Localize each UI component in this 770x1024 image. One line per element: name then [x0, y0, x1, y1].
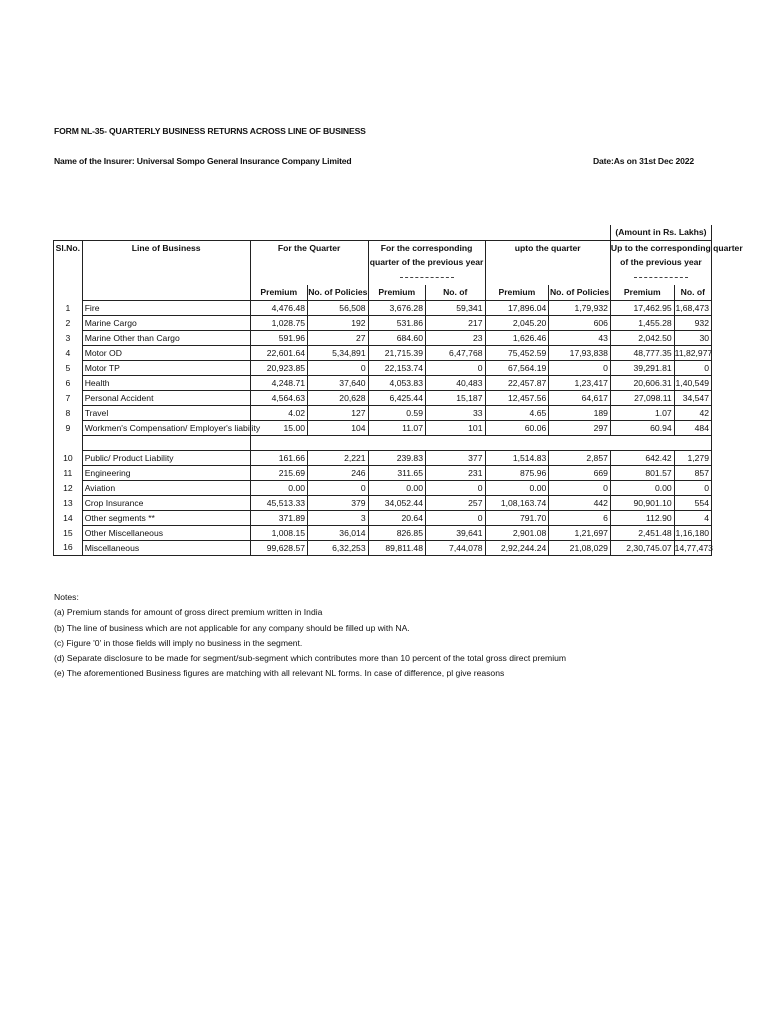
cell-value: 112.90 — [610, 510, 674, 525]
note-b: (b) The line of business which are not applicable for any company should be filled up with NA. — [54, 622, 410, 633]
cell-value: 22,601.64 — [250, 345, 307, 360]
cell-value: 6 — [549, 510, 611, 525]
cell-value: 1,514.83 — [485, 450, 549, 465]
cell-line-of-business: Marine Cargo — [82, 315, 250, 330]
cell-value: 75,452.59 — [485, 345, 549, 360]
cell-value: 11,82,977 — [674, 345, 711, 360]
cell-line-of-business: Marine Other than Cargo — [82, 330, 250, 345]
cell-value: 239.83 — [368, 450, 425, 465]
note-e: (e) The aforementioned Business figures are matching with all relevant NL forms. In case of difference, pl give reasons — [54, 668, 505, 679]
cell-line-of-business: Travel — [82, 405, 250, 420]
cell-value: 3,676.28 — [368, 300, 425, 315]
cell-value: 101 — [425, 420, 485, 435]
col-header-no-of-policies: No. of Policies — [549, 285, 611, 300]
cell-value: 48,777.35 — [610, 345, 674, 360]
cell-value: 554 — [674, 495, 711, 510]
cell-value: 857 — [674, 465, 711, 480]
cell-sl-no: 11 — [54, 465, 83, 480]
col-header-upto-corresponding-l2: of the previous year — [610, 255, 711, 270]
cell-sl-no: 12 — [54, 480, 83, 495]
cell-value: 161.66 — [250, 450, 307, 465]
col-header-premium: Premium — [250, 285, 307, 300]
col-header-line-of-business: Line of Business — [82, 240, 250, 300]
cell-sl-no: 1 — [54, 300, 83, 315]
cell-value: 1,279 — [674, 450, 711, 465]
cell-value: 20,923.85 — [250, 360, 307, 375]
cell-value: 4,564.63 — [250, 390, 307, 405]
cell-line-of-business: Motor OD — [82, 345, 250, 360]
cell-value: 1,028.75 — [250, 315, 307, 330]
insurer-name: Name of the Insurer: Universal Sompo General Insurance Company Limited — [54, 156, 352, 166]
cell-value: 1,008.15 — [250, 525, 307, 540]
cell-value: 90,901.10 — [610, 495, 674, 510]
cell-line-of-business: Engineering — [82, 465, 250, 480]
note-c: (c) Figure '0' in those fields will imply no business in the segment. — [54, 637, 303, 648]
cell-value: 30 — [674, 330, 711, 345]
cell-value: 60.94 — [610, 420, 674, 435]
cell-value: 1,16,180 — [674, 525, 711, 540]
cell-value: 4.02 — [250, 405, 307, 420]
cell-value: 297 — [549, 420, 611, 435]
cell-value: 1,23,417 — [549, 375, 611, 390]
cell-value: 0 — [308, 480, 369, 495]
cell-value: 669 — [549, 465, 611, 480]
cell-sl-no: 10 — [54, 450, 83, 465]
table-row — [54, 420, 712, 435]
cell-value: 60.06 — [485, 420, 549, 435]
cell-line-of-business: Workmen's Compensation/ Employer's liability — [82, 420, 250, 435]
cell-value: 5,34,891 — [308, 345, 369, 360]
cell-value: 64,617 — [549, 390, 611, 405]
cell-value: 40,483 — [425, 375, 485, 390]
cell-line-of-business: Other segments ** — [82, 510, 250, 525]
cell-line-of-business: Health — [82, 375, 250, 390]
table-row — [54, 450, 712, 465]
cell-value: 20,628 — [308, 390, 369, 405]
cell-value: 311.65 — [368, 465, 425, 480]
cell-value: 56,508 — [308, 300, 369, 315]
cell-sl-no: 8 — [54, 405, 83, 420]
cell-value: 21,08,029 — [549, 540, 611, 555]
cell-value: 0.00 — [368, 480, 425, 495]
cell-line-of-business: Other Miscellaneous — [82, 525, 250, 540]
cell-sl-no: 16 — [54, 540, 83, 555]
cell-value: 6,47,768 — [425, 345, 485, 360]
cell-value: 0 — [425, 480, 485, 495]
cell-line-of-business: Aviation — [82, 480, 250, 495]
cell-value: 2,30,745.07 — [610, 540, 674, 555]
cell-value: 4.65 — [485, 405, 549, 420]
amount-note: (Amount in Rs. Lakhs) — [610, 225, 711, 240]
cell-value: 22,457.87 — [485, 375, 549, 390]
cell-line-of-business: Public/ Product Liability — [82, 450, 250, 465]
cell-value: 801.57 — [610, 465, 674, 480]
cell-sl-no: 15 — [54, 525, 83, 540]
cell-value: 37,640 — [308, 375, 369, 390]
cell-value: 442 — [549, 495, 611, 510]
cell-value: 22,153.74 — [368, 360, 425, 375]
cell-value: 39,641 — [425, 525, 485, 540]
business-returns-table — [53, 225, 743, 556]
cell-value: 89,811.48 — [368, 540, 425, 555]
cell-value: 246 — [308, 465, 369, 480]
cell-value: 1,68,473 — [674, 300, 711, 315]
col-header-upto-quarter: upto the quarter — [485, 240, 610, 255]
cell-value: 0 — [425, 510, 485, 525]
cell-value: 4 — [674, 510, 711, 525]
cell-value: 17,462.95 — [610, 300, 674, 315]
col-header-no-of: No. of — [425, 285, 485, 300]
cell-value: 20,606.31 — [610, 375, 674, 390]
table-row — [54, 465, 712, 480]
table-row — [54, 300, 712, 315]
table-row — [54, 315, 712, 330]
cell-value: 104 — [308, 420, 369, 435]
cell-sl-no: 4 — [54, 345, 83, 360]
cell-value: 531.86 — [368, 315, 425, 330]
header-divider — [634, 277, 688, 278]
cell-value: 17,93,838 — [549, 345, 611, 360]
note-a: (a) Premium stands for amount of gross direct premium written in India — [54, 607, 323, 618]
note-d: (d) Separate disclosure to be made for segment/sub-segment which contributes more than 10 percent of the total gross direct premium — [54, 653, 567, 664]
col-header-premium: Premium — [610, 285, 674, 300]
cell-value: 33 — [425, 405, 485, 420]
notes-section — [54, 590, 566, 682]
cell-value: 2,045.20 — [485, 315, 549, 330]
cell-value: 1,455.28 — [610, 315, 674, 330]
cell-value: 0 — [549, 360, 611, 375]
table-row — [54, 540, 712, 555]
cell-value: 15,187 — [425, 390, 485, 405]
cell-line-of-business: Fire — [82, 300, 250, 315]
table-row — [54, 510, 712, 525]
cell-value: 3 — [308, 510, 369, 525]
cell-line-of-business: Personal Accident — [82, 390, 250, 405]
table-row — [54, 405, 712, 420]
cell-value: 484 — [674, 420, 711, 435]
table-row — [54, 375, 712, 390]
col-header-no-of-policies: No. of Policies — [308, 285, 369, 300]
cell-sl-no: 7 — [54, 390, 83, 405]
col-header-no-of: No. of — [674, 285, 711, 300]
cell-value: 1,626.46 — [485, 330, 549, 345]
cell-value: 642.42 — [610, 450, 674, 465]
cell-value: 11.07 — [368, 420, 425, 435]
table-row — [54, 525, 712, 540]
header-divider — [400, 277, 454, 278]
cell-value: 1,21,697 — [549, 525, 611, 540]
cell-value: 6,425.44 — [368, 390, 425, 405]
cell-value: 826.85 — [368, 525, 425, 540]
cell-value: 4,248.71 — [250, 375, 307, 390]
cell-value: 215.69 — [250, 465, 307, 480]
cell-value: 932 — [674, 315, 711, 330]
cell-value: 0 — [308, 360, 369, 375]
cell-sl-no: 3 — [54, 330, 83, 345]
table-row — [54, 360, 712, 375]
cell-value: 0 — [674, 480, 711, 495]
cell-value: 36,014 — [308, 525, 369, 540]
cell-value: 6,32,253 — [308, 540, 369, 555]
cell-value: 0 — [425, 360, 485, 375]
cell-value: 377 — [425, 450, 485, 465]
cell-line-of-business: Miscellaneous — [82, 540, 250, 555]
cell-sl-no: 5 — [54, 360, 83, 375]
cell-value: 67,564.19 — [485, 360, 549, 375]
cell-value: 17,896.04 — [485, 300, 549, 315]
cell-value: 606 — [549, 315, 611, 330]
col-header-for-quarter: For the Quarter — [250, 240, 368, 255]
cell-value: 4,053.83 — [368, 375, 425, 390]
cell-value: 1,08,163.74 — [485, 495, 549, 510]
cell-value: 34,052.44 — [368, 495, 425, 510]
report-date: Date:As on 31st Dec 2022 — [593, 156, 695, 166]
cell-value: 2,901.08 — [485, 525, 549, 540]
cell-sl-no: 9 — [54, 420, 83, 435]
cell-value: 371.89 — [250, 510, 307, 525]
table-row — [54, 495, 712, 510]
cell-value: 27,098.11 — [610, 390, 674, 405]
table-row — [54, 480, 712, 495]
cell-value: 231 — [425, 465, 485, 480]
cell-sl-no: 13 — [54, 495, 83, 510]
cell-value: 217 — [425, 315, 485, 330]
cell-value: 15.00 — [250, 420, 307, 435]
cell-value: 0 — [674, 360, 711, 375]
table-row — [54, 390, 712, 405]
cell-value: 591.96 — [250, 330, 307, 345]
cell-value: 45,513.33 — [250, 495, 307, 510]
col-header-corresponding-quarter-l1: For the corresponding — [368, 240, 485, 255]
cell-value: 23 — [425, 330, 485, 345]
col-header-premium: Premium — [368, 285, 425, 300]
cell-value: 42 — [674, 405, 711, 420]
cell-sl-no: 14 — [54, 510, 83, 525]
cell-value: 4,476.48 — [250, 300, 307, 315]
cell-value: 2,451.48 — [610, 525, 674, 540]
cell-value: 257 — [425, 495, 485, 510]
cell-value: 14,77,473 — [674, 540, 711, 555]
cell-value: 1,40,549 — [674, 375, 711, 390]
col-header-premium: Premium — [485, 285, 549, 300]
cell-sl-no: 6 — [54, 375, 83, 390]
cell-value: 0.00 — [485, 480, 549, 495]
table-row — [54, 345, 712, 360]
cell-value: 39,291.81 — [610, 360, 674, 375]
cell-value: 2,857 — [549, 450, 611, 465]
cell-value: 12,457.56 — [485, 390, 549, 405]
cell-value: 189 — [549, 405, 611, 420]
form-title: FORM NL-35- QUARTERLY BUSINESS RETURNS ACROSS LINE OF BUSINESS — [54, 126, 366, 136]
cell-value: 99,628.57 — [250, 540, 307, 555]
col-header-sl-no: Sl.No. — [54, 240, 83, 300]
cell-value: 791.70 — [485, 510, 549, 525]
cell-value: 379 — [308, 495, 369, 510]
cell-value: 21,715.39 — [368, 345, 425, 360]
table-row — [54, 330, 712, 345]
notes-title: Notes: — [54, 592, 79, 602]
cell-value: 43 — [549, 330, 611, 345]
col-header-corresponding-quarter-l2: quarter of the previous year — [368, 255, 485, 270]
cell-value: 0 — [549, 480, 611, 495]
cell-value: 7,44,078 — [425, 540, 485, 555]
cell-value: 0.59 — [368, 405, 425, 420]
cell-value: 2,221 — [308, 450, 369, 465]
cell-value: 127 — [308, 405, 369, 420]
cell-value: 1,79,932 — [549, 300, 611, 315]
cell-value: 27 — [308, 330, 369, 345]
cell-value: 2,92,244.24 — [485, 540, 549, 555]
col-header-upto-corresponding-l1: Up to the corresponding quarter — [610, 240, 711, 255]
cell-value: 875.96 — [485, 465, 549, 480]
cell-value: 59,341 — [425, 300, 485, 315]
cell-value: 0.00 — [250, 480, 307, 495]
cell-value: 1.07 — [610, 405, 674, 420]
cell-line-of-business: Crop Insurance — [82, 495, 250, 510]
cell-line-of-business: Motor TP — [82, 360, 250, 375]
cell-value: 34,547 — [674, 390, 711, 405]
cell-sl-no: 2 — [54, 315, 83, 330]
cell-value: 0.00 — [610, 480, 674, 495]
cell-value: 684.60 — [368, 330, 425, 345]
cell-value: 2,042.50 — [610, 330, 674, 345]
cell-value: 20.64 — [368, 510, 425, 525]
cell-value: 192 — [308, 315, 369, 330]
